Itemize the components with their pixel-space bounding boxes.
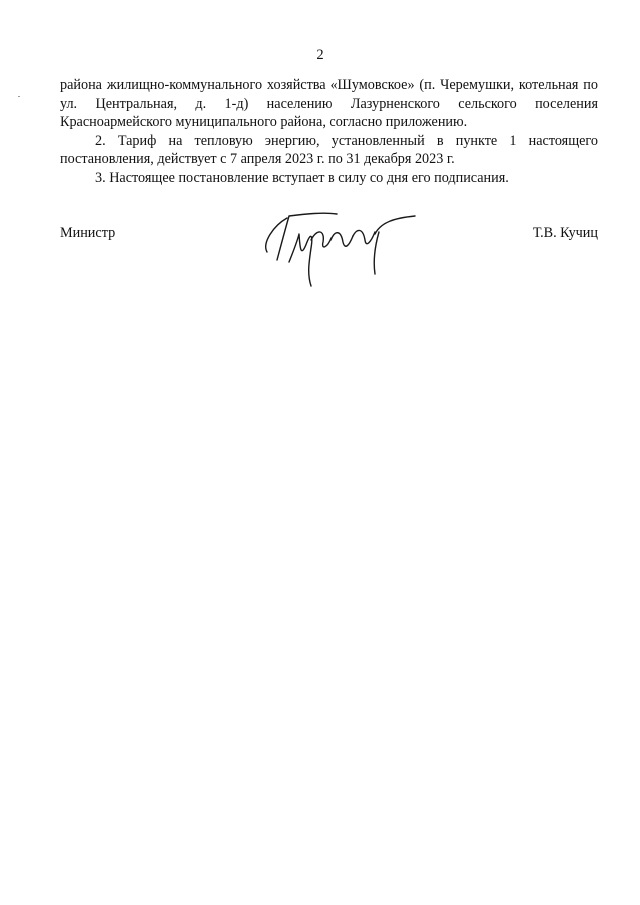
position-title: Министр [60,225,116,241]
signature-block [60,200,598,295]
paragraph-item-3: 3. Настоящее постановление вступает в силу со дня его подписания. [95,169,509,186]
page-number: 2 [316,47,324,63]
paragraph-item-2: 2. Тариф на тепловую энергию, установленный в пункте 1 настоящего постановления, действует с 7 апреля 2023 г. по 31 декабря 2023 г. [60,132,598,168]
document-body [60,76,598,188]
paragraph-continuation: района жилищно-коммунального хозяйства «Шумовское» (п. Черемушки, котельная по ул. Центральная, д. 1-д) населению Лазурненского сельского поселения Красноармейского муниципального района, согласно приложению. [60,77,598,131]
signer-name: Т.В. Кучиц [532,225,598,241]
scan-speck [18,96,20,97]
handwritten-signature [255,200,435,290]
